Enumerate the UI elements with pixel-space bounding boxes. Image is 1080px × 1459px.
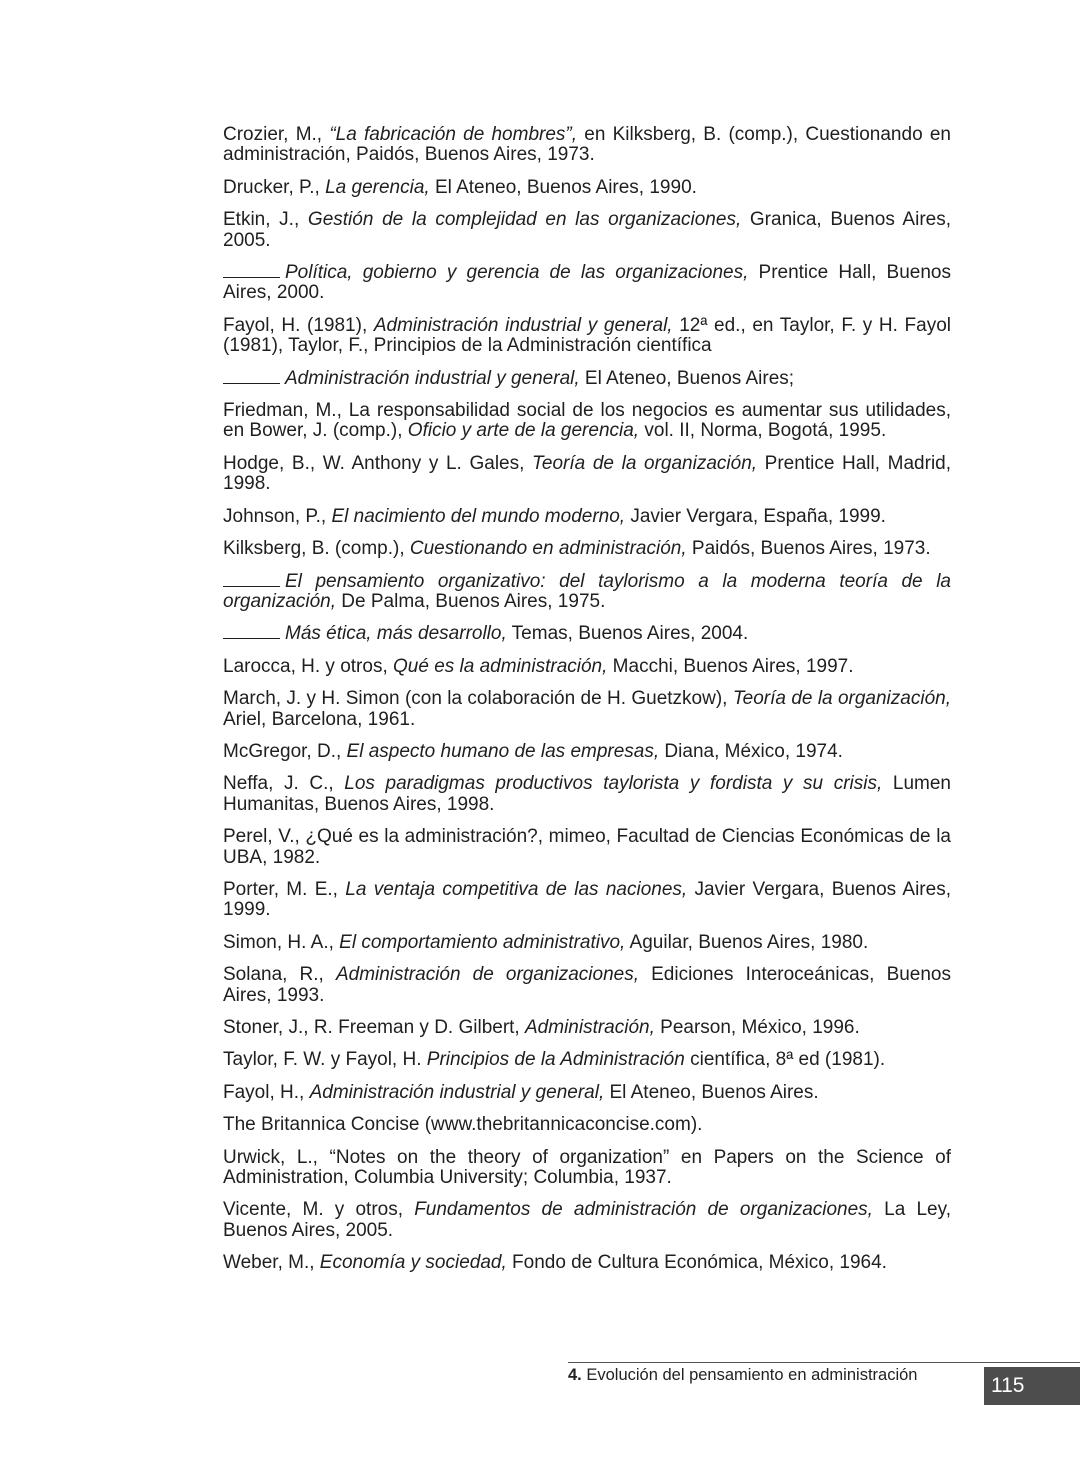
reference-entry: Stoner, J., R. Freeman y D. Gilbert, Administración, Pearson, México, 1996. (223, 1017, 860, 1038)
reference-entry: Larocca, H. y otros, Qué es la administración, Macchi, Buenos Aires, 1997. (223, 655, 854, 677)
running-footer (568, 1366, 917, 1385)
reference-entry: Hodge, B., W. Anthony y L. Gales, Teoría de la organización, Prentice Hall, Madrid, 1998. (223, 452, 952, 495)
ditto-rule (223, 369, 280, 384)
reference-entry: Fayol, H., Administración industrial y general, El Ateneo, Buenos Aires. (223, 1081, 819, 1103)
reference-entry: McGregor, D., El aspecto humano de las empresas, Diana, México, 1974. (223, 740, 843, 762)
reference-entry: Administración industrial y general, El Ateneo, Buenos Aires; (223, 369, 951, 389)
chapter-number: 4. (568, 1366, 582, 1384)
reference-entry: Fayol, H. (1981), Administración industrial y general, 12ª ed., en Taylor, F. y H. Fayol (1981), Taylor, F., Principios de la Administración científica (223, 314, 952, 357)
reference-entry: Perel, V., ¿Qué es la administración?, mimeo, Facultad de Ciencias Económicas de la UBA, 1982. (223, 826, 951, 868)
reference-entry: El pensamiento organizativo: del taylorismo a la moderna teoría de la organización, De Palma, Buenos Aires, 1975. (223, 570, 951, 612)
page-number: 115 (991, 1374, 1025, 1397)
footer-rule (568, 1362, 1080, 1363)
reference-entry: Urwick, L., “Notes on the theory of organization” en Papers on the Science of Administration, Columbia University; Columbia, 1937. (223, 1146, 951, 1189)
reference-entry: March, J. y H. Simon (con la colaboración de H. Guetzkow), Teoría de la organización, Ariel, Barcelona, 1961. (223, 688, 951, 730)
reference-entry: Más ética, más desarrollo, Temas, Buenos Aires, 2004. (223, 624, 951, 644)
reference-entry: Solana, R., Administración de organizaciones, Ediciones Interoceánicas, Buenos Aires, 1993. (223, 964, 952, 1006)
reference-entry: Kilksberg, B. (comp.), Cuestionando en administración, Paidós, Buenos Aires, 1973. (223, 538, 931, 560)
ditto-rule (223, 572, 280, 587)
reference-entry: Porter, M. E., La ventaja competitiva de las naciones, Javier Vergara, Buenos Aires, 1999. (223, 878, 951, 921)
reference-entry: Neffa, J. C., Los paradigmas productivos taylorista y fordista y su crisis, Lumen Humanitas, Buenos Aires, 1998. (223, 773, 951, 815)
reference-entry: Taylor, F. W. y Fayol, H. Principios de la Administración científica, 8ª ed (1981). (223, 1049, 886, 1071)
reference-entry: Johnson, P., El nacimiento del mundo moderno, Javier Vergara, España, 1999. (223, 505, 886, 527)
chapter-title: Evolución del pensamiento en administración (581, 1366, 918, 1384)
reference-entry: Etkin, J., Gestión de la complejidad en las organizaciones, Granica, Buenos Aires, 2005. (223, 209, 951, 251)
reference-entry: Friedman, M., La responsabilidad social de los negocios es aumentar sus utilidades, en Bower, J. (comp.), Oficio y arte de la gerencia, vol. II, Norma, Bogotá, 1995. (223, 400, 951, 442)
reference-entry: Crozier, M., “La fabricación de hombres”, en Kilksberg, B. (comp.), Cuestionando en administración, Paidós, Buenos Aires, 1973. (223, 124, 952, 166)
reference-entry: The Britannica Concise (www.thebritannicaconcise.com). (223, 1114, 703, 1136)
page-number-box (984, 1367, 1080, 1405)
reference-entry: Política, gobierno y gerencia de las organizaciones, Prentice Hall, Buenos Aires, 2000. (223, 262, 951, 304)
ditto-rule (223, 624, 280, 639)
ditto-rule (223, 263, 280, 278)
reference-entry: Simon, H. A., El comportamiento administrativo, Aguilar, Buenos Aires, 1980. (223, 931, 869, 953)
reference-list (223, 125, 951, 1286)
reference-entry: Drucker, P., La gerencia, El Ateneo, Buenos Aires, 1990. (223, 176, 697, 198)
reference-entry: Vicente, M. y otros, Fundamentos de administración de organizaciones, La Ley, Buenos Aires, 2005. (223, 1199, 951, 1241)
reference-entry: Weber, M., Economía y sociedad, Fondo de Cultura Económica, México, 1964. (223, 1252, 887, 1274)
